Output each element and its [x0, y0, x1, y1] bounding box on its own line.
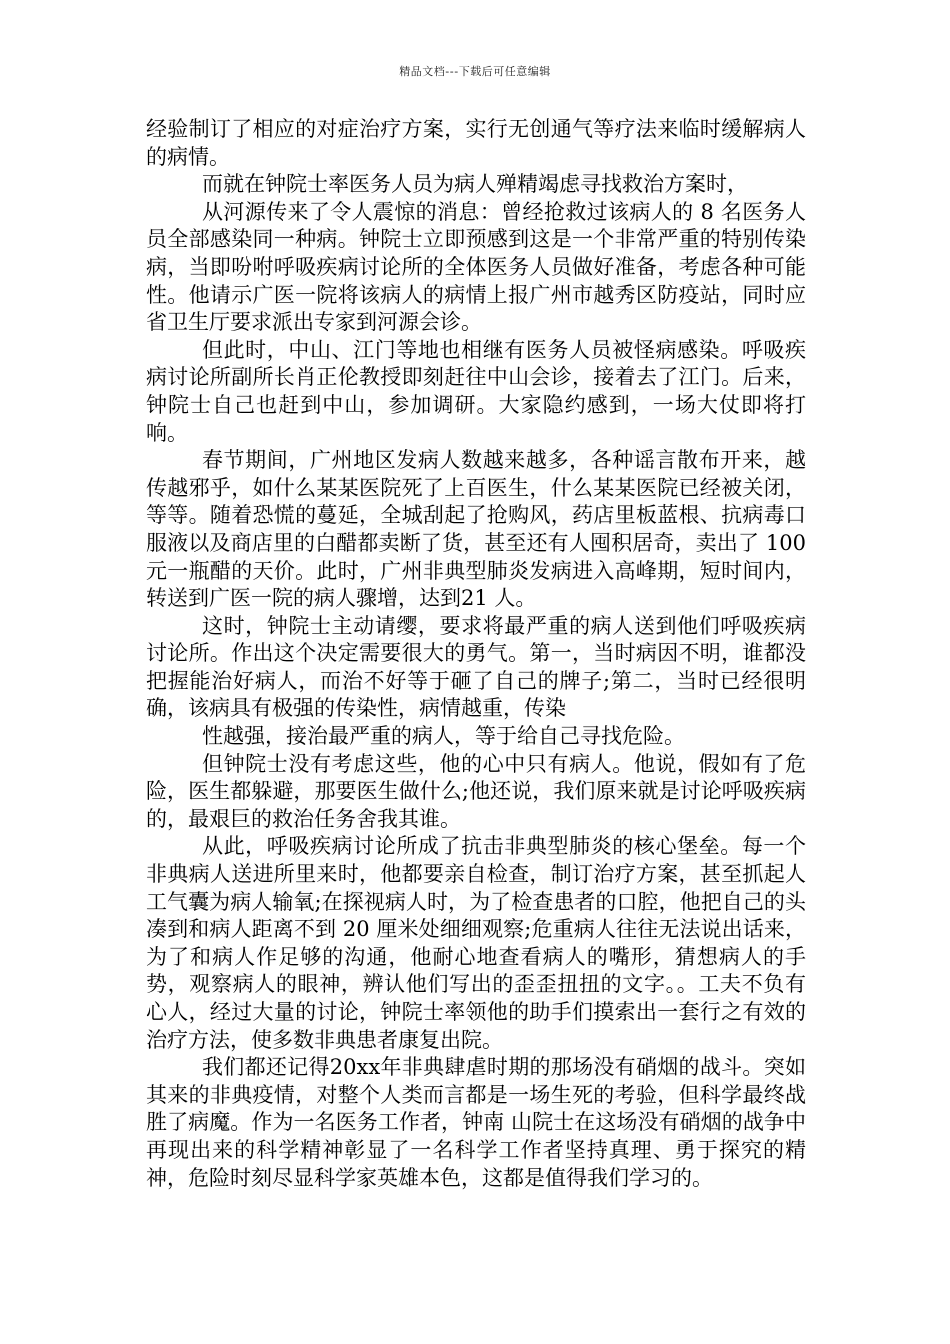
paragraph: 我们都还记得20xx年非典肆虐时期的那场没有硝烟的战斗。突如其来的非典疫情，对整个人类而言都是一场生死的考验，但科学最终战胜了病魔。作为一名医务工作者，钟南 山院士在这场没有硝烟的战争中再现出来的科学精神彰显了一名科学工作者坚持真理、勇于探究的精神，危险时刻尽显科学家英雄本色，这都是值得我们学习的。 [146, 1055, 806, 1190]
document-body [146, 116, 806, 1192]
paragraph: 而就在钟院士率医务人员为病人殚精竭虑寻找救治方案时， [202, 172, 748, 197]
paragraph: 但钟院士没有考虑这些，他的心中只有病人。他说，假如有了危险，医生都躲避，那要医生做什么;他还说，我们原来就是讨论呼吸疾病的，最艰巨的救治任务舍我其谁。 [146, 751, 806, 831]
paragraph: 从河源传来了令人震惊的消息：曾经抢救过该病人的 8 名医务人员全部感染同一种病。钟院士立即预感到这是一个非常严重的特别传染病，当即吩咐呼吸疾病讨论所的全体医务人员做好准备，考虑各种可能性。他请示广医一院将该病人的病情上报广州市越秀区防疫站，同时应省卫生厅要求派出专家到河源会诊。 [146, 199, 806, 335]
paragraph: 从此，呼吸疾病讨论所成了抗击非典型肺炎的核心堡垒。每一个非典病人送进所里来时，他都要亲自检查，制订治疗方案，甚至抓起人工气囊为病人输氧;在探视病人时，为了检查患者的口腔，他把自己的头凑到和病人距离不到 20 厘米处细细观察;危重病人往往无法说出话来，为了和病人作足够的沟通，他耐心地查看病人的嘴形，猜想病人的手势，观察病人的眼神，辨认他们写出的歪歪扭扭的文字。。工夫不负有心人，经过大量的讨论，钟院士率领他的助手们摸索出一套行之有效的治疗方法，使多数非典患者康复出院。 [146, 834, 806, 1052]
paragraph: 经验制订了相应的对症治疗方案，实行无创通气等疗法来临时缓解病人的病情。 [146, 117, 806, 169]
page-header: 精品文档---下载后可任意编辑 [399, 65, 551, 78]
paragraph: 这时，钟院士主动请缨，要求将最严重的病人送到他们呼吸疾病讨论所。作出这个决定需要很大的勇气。第一，当时病因不明，谁都没把握能治好病人，而治不好等于砸了自己的牌子;第二，当时已经很明确，该病具有极强的传染性，病情越重，传染 [146, 613, 806, 721]
paragraph: 春节期间，广州地区发病人数越来越多，各种谣言散布开来，越传越邪乎，如什么某某医院死了上百医生，什么某某医院已经被关闭，等等。随着恐慌的蔓延，全城刮起了抢购风，药店里板蓝根、抗病毒口服液以及商店里的白醋都卖断了货，甚至还有人囤积居奇，卖出了 100 元一瓶醋的天价。此时，广州非典型肺炎发病进入高峰期，短时间内，转送到广医一院的病人骤增，达到21 人。 [146, 448, 806, 611]
paragraph: 但此时，中山、江门等地也相继有医务人员被怪病感染。呼吸疾病讨论所副所长肖正伦教授即刻赶往中山会诊，接着去了江门。后来，钟院士自己也赶到中山，参加调研。大家隐约感到，一场大仗即将打响。 [146, 337, 806, 445]
paragraph: 性越强，接治最严重的病人，等于给自己寻找危险。 [202, 724, 685, 749]
